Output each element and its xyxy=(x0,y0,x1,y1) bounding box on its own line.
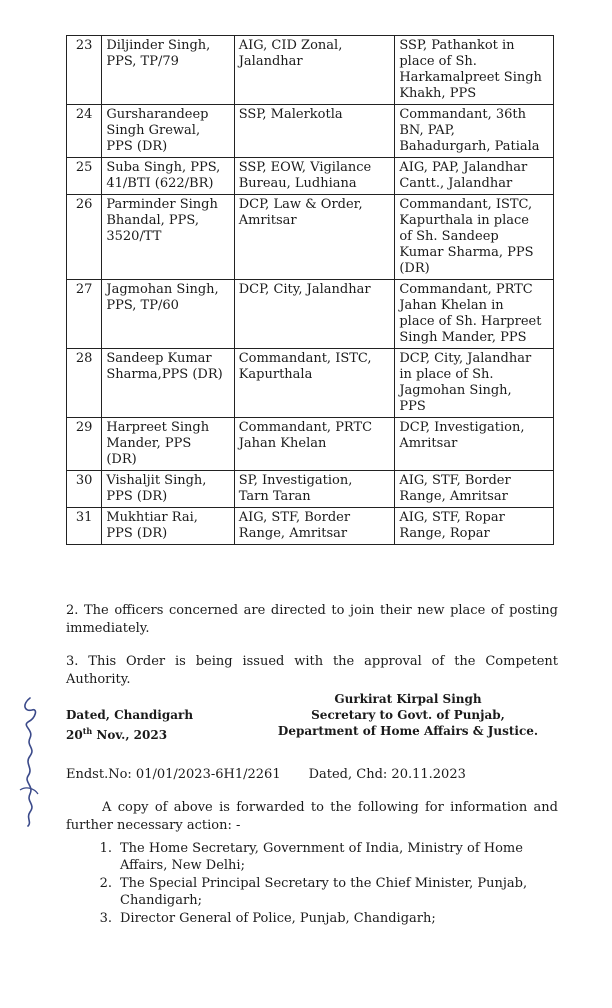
officer-name-cell xyxy=(102,195,234,280)
dated-date xyxy=(66,723,167,743)
present-posting-cell-line: AIG, CID Zonal, xyxy=(238,38,343,53)
new-posting-cell-line: Harkamalpreet Singh xyxy=(399,70,542,85)
new-posting-cell-line: Bahadurgarh, Patiala xyxy=(399,139,540,154)
new-posting-cell-line: of Sh. Sandeep xyxy=(399,229,499,244)
serial-number-cell: 24 xyxy=(67,105,102,158)
serial-number-cell: 28 xyxy=(67,349,102,418)
officer-name-cell-line: Suba Singh, PPS, xyxy=(106,160,221,175)
postings-table xyxy=(66,35,554,545)
new-posting-cell-line: (DR) xyxy=(399,261,430,276)
officer-name-cell xyxy=(102,471,234,508)
serial-number-cell: 29 xyxy=(67,418,102,471)
new-posting-cell-line: BN, PAP, xyxy=(399,123,455,138)
new-posting-cell xyxy=(395,105,554,158)
new-posting-cell-line: Kumar Sharma, PPS xyxy=(399,245,534,260)
officer-name-cell xyxy=(102,158,234,195)
officer-name-cell xyxy=(102,349,234,418)
officer-name-cell-line: Sandeep Kumar xyxy=(106,351,212,366)
recipient-text: The Home Secretary, Government of India, Ministry of Home Affairs, New Delhi; xyxy=(120,841,523,873)
copy-forward-text: A copy of above is forwarded to the following for information and further necessary action: - xyxy=(66,800,558,833)
present-posting-cell xyxy=(234,508,395,545)
officer-name-cell xyxy=(102,280,234,349)
recipient-text: The Special Principal Secretary to the Chief Minister, Punjab, Chandigarh; xyxy=(120,876,528,908)
endorsement-number: Endst.No: 01/01/2023-6H1/2261 xyxy=(66,767,281,782)
officer-name-cell-line: Jagmohan Singh, xyxy=(106,282,219,297)
endorsement-line xyxy=(66,767,466,782)
recipient-number: 2. xyxy=(99,876,112,891)
officer-name-cell xyxy=(102,418,234,471)
new-posting-cell-line: Amritsar xyxy=(399,436,458,451)
signatory-department: Department of Home Affairs & Justice. xyxy=(277,724,539,738)
present-posting-cell-line: SSP, Malerkotla xyxy=(238,107,343,122)
new-posting-cell-line: Kapurthala in place xyxy=(399,213,529,228)
officer-name-cell-line: PPS (DR) xyxy=(106,489,168,504)
officer-name-cell-line: Diljinder Singh, xyxy=(106,38,211,53)
present-posting-cell-line: Jahan Khelan xyxy=(238,436,327,451)
recipients-list xyxy=(66,840,558,928)
officer-name-cell-line: (DR) xyxy=(106,452,137,467)
new-posting-cell xyxy=(395,36,554,105)
officer-name-cell-line: 3520/TT xyxy=(106,229,162,244)
new-posting-cell-line: Commandant, ISTC, xyxy=(399,197,533,212)
present-posting-cell xyxy=(234,195,395,280)
serial-number-cell: 27 xyxy=(67,280,102,349)
new-posting-cell xyxy=(395,349,554,418)
new-posting-cell xyxy=(395,195,554,280)
dated-day: 20 xyxy=(66,728,83,742)
new-posting-cell-line: Commandant, PRTC xyxy=(399,282,533,297)
officer-name-cell-line: Parminder Singh xyxy=(106,197,218,212)
present-posting-cell xyxy=(234,349,395,418)
new-posting-cell-line: Jahan Khelan in xyxy=(399,298,504,313)
present-posting-cell xyxy=(234,471,395,508)
paragraph-2: 2. The officers concerned are directed to join their new place of posting immediately. xyxy=(66,603,558,636)
table-row xyxy=(67,158,554,195)
present-posting-cell xyxy=(234,418,395,471)
new-posting-cell-line: Cantt., Jalandhar xyxy=(399,176,513,191)
new-posting-cell-line: AIG, STF, Border xyxy=(399,473,511,488)
new-posting-cell-line: DCP, Investigation, xyxy=(399,420,525,435)
signatory-name: Gurkirat Kirpal Singh xyxy=(334,692,482,706)
serial-number-cell: 25 xyxy=(67,158,102,195)
table-row xyxy=(67,195,554,280)
present-posting-cell-line: Jalandhar xyxy=(238,54,303,69)
officer-name-cell-line: Singh Grewal, xyxy=(106,123,201,138)
officer-name-cell-line: PPS, TP/79 xyxy=(106,54,179,69)
officer-name-cell xyxy=(102,105,234,158)
new-posting-cell xyxy=(395,158,554,195)
present-posting-cell xyxy=(234,158,395,195)
paragraph-3: 3. This Order is being issued with the approval of the Competent Authority. xyxy=(66,654,558,687)
recipient-number: 3. xyxy=(99,911,112,926)
new-posting-cell-line: Range, Ropar xyxy=(399,526,490,541)
list-item xyxy=(66,875,558,909)
present-posting-cell-line: Commandant, PRTC xyxy=(238,420,373,435)
recipient-text: Director General of Police, Punjab, Chandigarh; xyxy=(120,911,436,926)
new-posting-cell-line: Jagmohan Singh, xyxy=(399,383,512,398)
officer-name-cell-line: Mukhtiar Rai, xyxy=(106,510,198,525)
present-posting-cell-line: Bureau, Ludhiana xyxy=(238,176,357,191)
officer-name-cell-line: PPS (DR) xyxy=(106,139,168,154)
new-posting-cell-line: DCP, City, Jalandhar xyxy=(399,351,532,366)
list-item xyxy=(66,840,558,874)
officer-name-cell-line: Vishaljit Singh, xyxy=(106,473,207,488)
serial-number-cell: 23 xyxy=(67,36,102,105)
present-posting-cell xyxy=(234,105,395,158)
table-row xyxy=(67,418,554,471)
new-posting-cell-line: place of Sh. xyxy=(399,54,477,69)
officer-name-cell-line: Sharma,PPS (DR) xyxy=(106,367,223,382)
serial-number-cell: 30 xyxy=(67,471,102,508)
handwritten-initials xyxy=(12,690,42,830)
table-row xyxy=(67,105,554,158)
new-posting-cell xyxy=(395,418,554,471)
dated-rest: Nov., 2023 xyxy=(92,728,168,742)
new-posting-cell-line: AIG, PAP, Jalandhar xyxy=(399,160,528,175)
table-row xyxy=(67,36,554,105)
new-posting-cell xyxy=(395,280,554,349)
present-posting-cell-line: DCP, Law & Order, xyxy=(238,197,363,212)
new-posting-cell-line: AIG, STF, Ropar xyxy=(399,510,505,525)
endorsement-date: Dated, Chd: 20.11.2023 xyxy=(308,767,466,782)
new-posting-cell xyxy=(395,508,554,545)
present-posting-cell-line: DCP, City, Jalandhar xyxy=(238,282,371,297)
signatory-designation: Secretary to Govt. of Punjab, xyxy=(311,708,505,722)
officer-name-cell-line: PPS (DR) xyxy=(106,526,168,541)
dated-place: Dated, Chandigarh xyxy=(66,708,194,722)
present-posting-cell-line: Tarn Taran xyxy=(238,489,311,504)
serial-number-cell: 26 xyxy=(67,195,102,280)
present-posting-cell-line: Amritsar xyxy=(238,213,297,228)
present-posting-cell-line: SSP, EOW, Vigilance xyxy=(238,160,372,175)
officer-name-cell-line: Mander, PPS xyxy=(106,436,192,451)
present-posting-cell-line: AIG, STF, Border xyxy=(238,510,351,525)
new-posting-cell-line: Singh Mander, PPS xyxy=(399,330,527,345)
present-posting-cell-line: Kapurthala xyxy=(238,367,313,382)
recipient-number: 1. xyxy=(99,841,112,856)
officer-name-cell-line: PPS, TP/60 xyxy=(106,298,179,313)
table-row xyxy=(67,471,554,508)
new-posting-cell-line: in place of Sh. xyxy=(399,367,494,382)
new-posting-cell-line: PPS xyxy=(399,399,426,414)
officer-name-cell-line: 41/BTI (622/BR) xyxy=(106,176,214,191)
officer-name-cell-line: Gursharandeep xyxy=(106,107,209,122)
officer-name-cell-line: Bhandal, PPS, xyxy=(106,213,199,228)
officer-name-cell-line: Harpreet Singh xyxy=(106,420,210,435)
present-posting-cell xyxy=(234,36,395,105)
table-row xyxy=(67,349,554,418)
new-posting-cell-line: SSP, Pathankot in xyxy=(399,38,515,53)
new-posting-cell xyxy=(395,471,554,508)
present-posting-cell-line: SP, Investigation, xyxy=(238,473,353,488)
officer-name-cell xyxy=(102,508,234,545)
new-posting-cell-line: Khakh, PPS xyxy=(399,86,477,101)
officer-name-cell xyxy=(102,36,234,105)
present-posting-cell-line: Range, Amritsar xyxy=(238,526,348,541)
table-row xyxy=(67,508,554,545)
dated-day-suffix: th xyxy=(82,726,93,736)
present-posting-cell-line: Commandant, ISTC, xyxy=(238,351,372,366)
serial-number-cell: 31 xyxy=(67,508,102,545)
list-item xyxy=(66,910,558,927)
table-row xyxy=(67,280,554,349)
present-posting-cell xyxy=(234,280,395,349)
new-posting-cell-line: Commandant, 36th xyxy=(399,107,526,122)
new-posting-cell-line: place of Sh. Harpreet xyxy=(399,314,542,329)
new-posting-cell-line: Range, Amritsar xyxy=(399,489,508,504)
